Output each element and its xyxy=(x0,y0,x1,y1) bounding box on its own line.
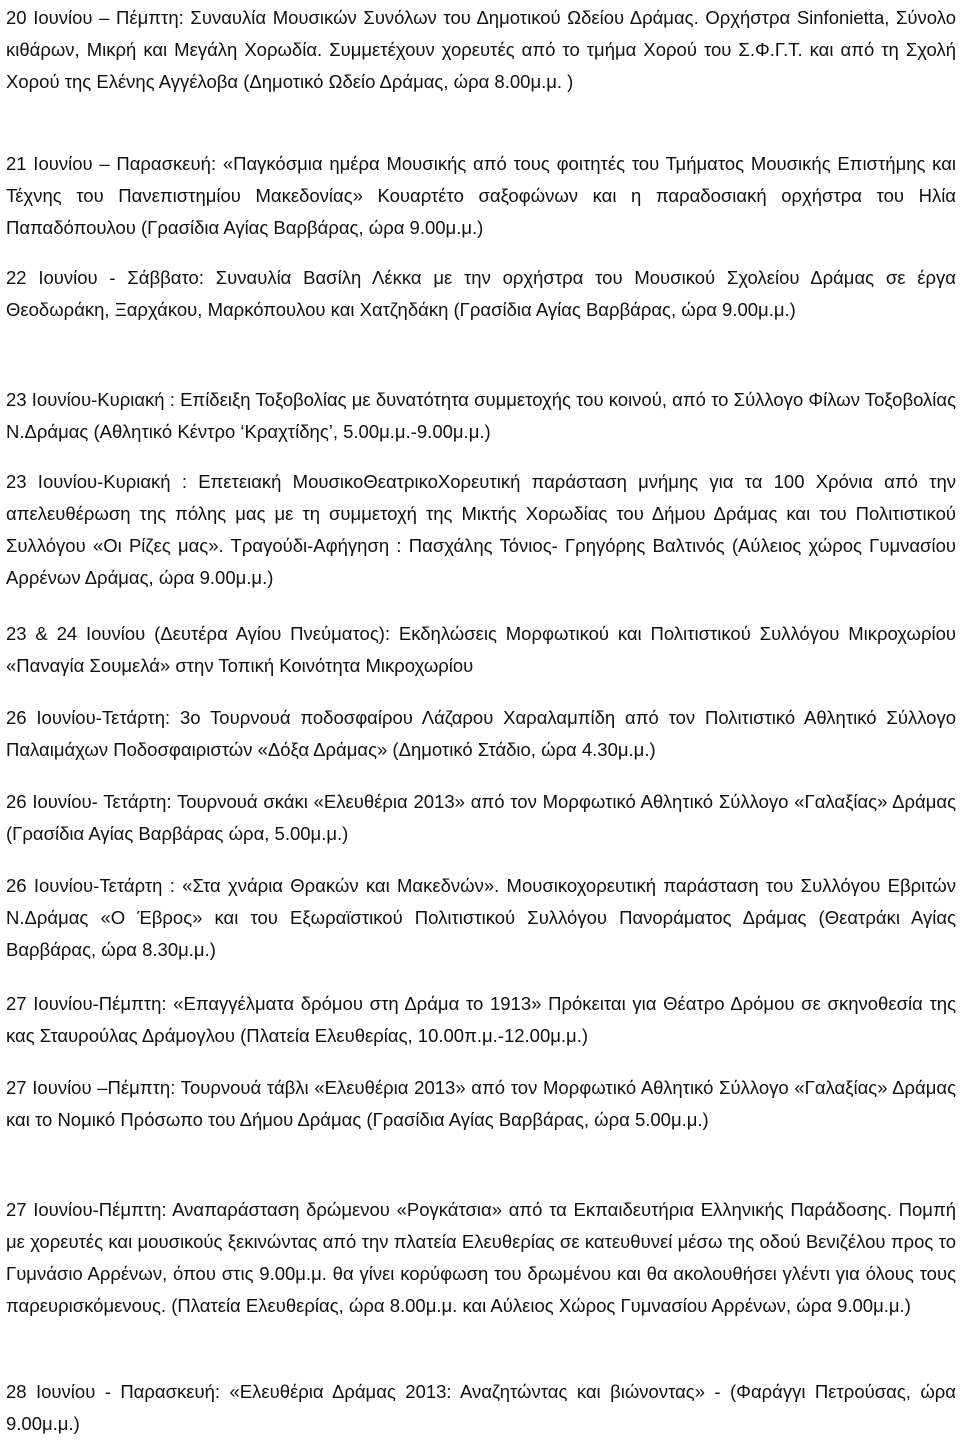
event-paragraph-8: 26 Ιουνίου- Τετάρτη: Τουρνουά σκάκι «Ελευθέρια 2013» από τον Μορφωτικό Αθλητικό Σύλλογο «Γαλαξίας» Δράμας (Γρασίδια Αγίας Βαρβάρας ώρα, 5.00μ.μ.) xyxy=(6,791,956,844)
event-paragraph-7: 26 Ιουνίου-Τετάρτη: 3ο Τουρνουά ποδοσφαίρου Λάζαρου Χαραλαμπίδη από τον Πολιτιστικό Αθλητικό Σύλλογο Παλαιμάχων Ποδοσφαιριστών «Δόξα Δράμας» (Δημοτικό Στάδιο, ώρα 4.30μ.μ.) xyxy=(6,707,956,760)
event-paragraph-5: 23 Ιουνίου-Κυριακή : Επετειακή ΜουσικοΘεατρικοΧορευτική παράσταση μνήμης για τα 100 Χρόνια από την απελευθέρωση της πόλης μας με τη συμμετοχή της Μικτής Χορωδίας του Δήμου Δράμας και του Πολιτιστικού Συλλόγου «Οι Ρίζες μας». Τραγούδι-Αφήγηση : Πασχάλης Τόνιος- Γρηγόρης Βαλτινός (Αύλειος χώρος Γυμνασίου Αρρένων Δράμας, ώρα 9.00μ.μ.) xyxy=(6,471,956,588)
event-paragraph-13: 28 Ιουνίου - Παρασκευή: «Ελευθέρια Δράμας 2013: Αναζητώντας και βιώνοντας» - (Φαράγγι Πετρούσας, ώρα 9.00μ.μ.) xyxy=(6,1381,956,1434)
event-paragraph-12: 27 Ιουνίου-Πέμπτη: Αναπαράσταση δρώμενου «Ρογκάτσια» από τα Εκπαιδευτήρια Ελληνικής Παράδοσης. Πομπή με χορευτές και μουσικούς ξεκινώντας από την πλατεία Ελευθερίας σε κατευθυνεί μέσω της οδού Βενιζέλου προς το Γυμνάσιο Αρρένων, όπου στις 9.00μ.μ. θα γίνει κορύφωση του δρωμένου και θα ακολουθήσει γλέντι για όλους τους παρευρισκόμενους. (Πλατεία Ελευθερίας, ώρα 8.00μ.μ. και Αύλειος Χώρος Γυμνασίου Αρρένων, ώρα 9.00μ.μ.) xyxy=(6,1199,956,1316)
event-paragraph-1: 20 Ιουνίου – Πέμπτη: Συναυλία Μουσικών Συνόλων του Δημοτικού Ωδείου Δράμας. Ορχήστρα Sinfonietta, Σύνολο κιθάρων, Μικρή και Μεγάλη Χορωδία. Συμμετέχουν χορευτές από το τμήμα Χορού του Σ.Φ.Γ.Τ. και από τη Σχολή Χορού της Ελένης Αγγέλοβα (Δημοτικό Ωδείο Δράμας, ώρα 8.00μ.μ. ) xyxy=(6,7,956,92)
event-paragraph-3: 22 Ιουνίου - Σάββατο: Συναυλία Βασίλη Λέκκα με την ορχήστρα του Μουσικού Σχολείου Δράμας σε έργα Θεοδωράκη, Ξαρχάκου, Μαρκόπουλου και Χατζηδάκη (Γρασίδια Αγίας Βαρβάρας, ώρα 9.00μ.μ.) xyxy=(6,267,956,320)
event-paragraph-11: 27 Ιουνίου –Πέμπτη: Τουρνουά τάβλι «Ελευθέρια 2013» από τον Μορφωτικό Αθλητικό Σύλλογο «Γαλαξίας» Δράμας και το Νομικό Πρόσωπο του Δήμου Δράμας (Γρασίδια Αγίας Βαρβάρας, ώρα 5.00μ.μ.) xyxy=(6,1077,956,1130)
event-paragraph-10: 27 Ιουνίου-Πέμπτη: «Επαγγέλματα δρόμου στη Δράμα το 1913» Πρόκειται για Θέατρο Δρόμου σε σκηνοθεσία της κας Σταυρούλας Δράμογλου (Πλατεία Ελευθερίας, 10.00π.μ.-12.00μ.μ.) xyxy=(6,993,956,1046)
event-paragraph-9: 26 Ιουνίου-Τετάρτη : «Στα χνάρια Θρακών και Μακεδνών». Μουσικοχορευτική παράσταση του Συλλόγου Εβριτών Ν.Δράμας «Ο Έβρος» και του Εξωραϊστικού Πολιτιστικού Συλλόγου Πανοράματος Δράμας (Θεατράκι Αγίας Βαρβάρας, ώρα 8.30μ.μ.) xyxy=(6,875,956,960)
event-paragraph-2: 21 Ιουνίου – Παρασκευή: «Παγκόσμια ημέρα Μουσικής από τους φοιτητές του Τμήματος Μουσικής Επιστήμης και Τέχνης του Πανεπιστημίου Μακεδονίας» Κουαρτέτο σαξοφώνων και η παραδοσιακή ορχήστρα του Ηλία Παπαδόπουλου (Γρασίδια Αγίας Βαρβάρας, ώρα 9.00μ.μ.) xyxy=(6,153,956,238)
event-paragraph-6: 23 & 24 Ιουνίου (Δευτέρα Αγίου Πνεύματος): Εκδηλώσεις Μορφωτικού και Πολιτιστικού Συλλόγου Μικροχωρίου «Παναγία Σουμελά» στην Τοπική Κοινότητα Μικροχωρίου xyxy=(6,623,956,676)
event-paragraph-4: 23 Ιουνίου-Κυριακή : Επίδειξη Τοξοβολίας με δυνατότητα συμμετοχής του κοινού, από το Σύλλογο Φίλων Τοξοβολίας Ν.Δράμας (Αθλητικό Κέντρο ‘Κραχτίδης’, 5.00μ.μ.-9.00μ.μ.) xyxy=(6,389,956,442)
